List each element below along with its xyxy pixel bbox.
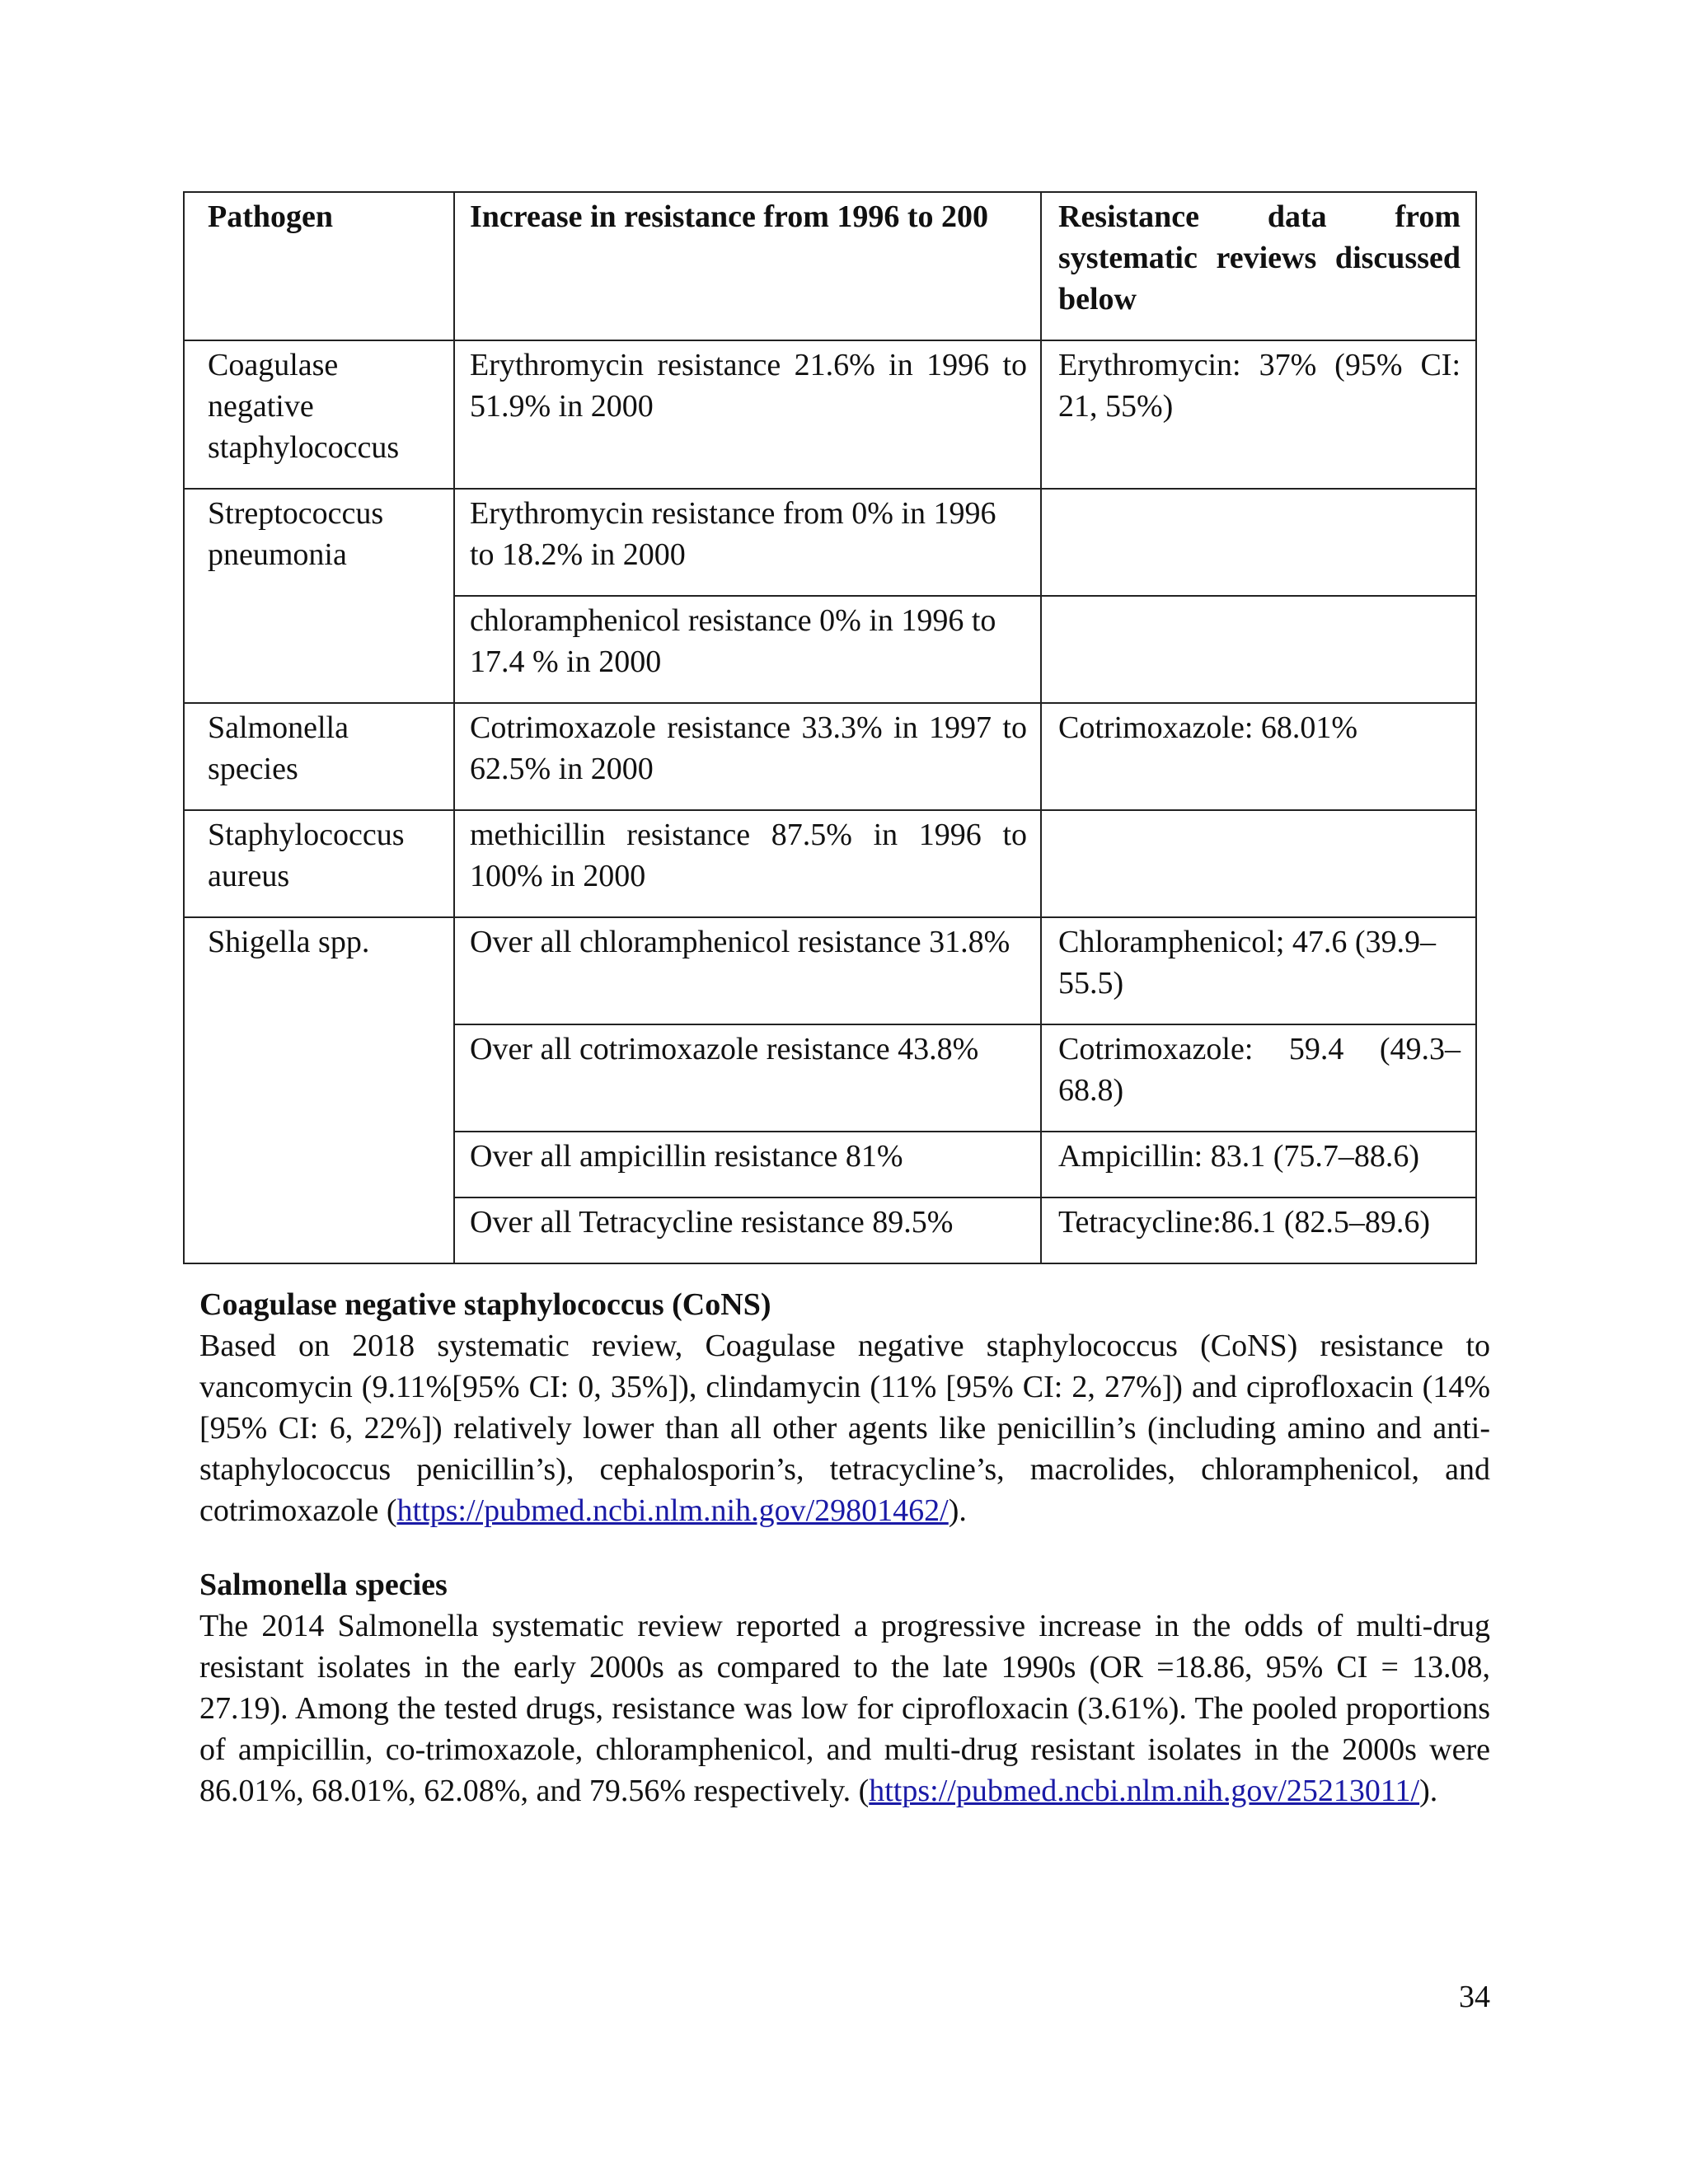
review-cell: Chloramphenicol; 47.6 (39.9–55.5)	[1041, 917, 1476, 1024]
section-title: Coagulase negative staphylococcus (CoNS)	[199, 1287, 771, 1322]
table-row	[184, 917, 1476, 1024]
table-row	[184, 489, 1476, 596]
review-cell: Tetracycline:86.1 (82.5–89.6)	[1041, 1197, 1476, 1263]
increase-cell: chloramphenicol resistance 0% in 1996 to 17.4 % in 2000	[454, 596, 1041, 703]
header-review-text: Resistance data from systematic reviews discussed below	[1058, 199, 1461, 316]
review-cell	[1041, 596, 1476, 703]
increase-cell: methicillin resistance 87.5% in 1996 to 100% in 2000	[454, 810, 1041, 917]
increase-cell: Over all cotrimoxazole resistance 43.8%	[454, 1024, 1041, 1132]
header-pathogen: Pathogen	[184, 192, 454, 340]
review-cell: Erythromycin: 37% (95% CI: 21, 55%)	[1041, 340, 1476, 489]
header-review	[1041, 192, 1476, 340]
increase-cell: Erythromycin resistance from 0% in 1996 to 18.2% in 2000	[454, 489, 1041, 596]
pubmed-link[interactable]: https://pubmed.ncbi.nlm.nih.gov/29801462/	[396, 1493, 949, 1528]
pathogen-cell: Salmonella species	[184, 703, 454, 810]
pubmed-link[interactable]: https://pubmed.ncbi.nlm.nih.gov/25213011/	[869, 1774, 1420, 1808]
table-row	[184, 703, 1476, 810]
table-row	[184, 340, 1476, 489]
review-cell: Cotrimoxazole: 68.01%	[1041, 703, 1476, 810]
pathogen-cell: Streptococcus pneumonia	[184, 489, 454, 703]
resistance-table	[183, 191, 1477, 1264]
review-cell: Cotrimoxazole: 59.4 (49.3–68.8)	[1041, 1024, 1476, 1132]
page-number: 34	[1459, 1980, 1490, 2014]
section-body	[199, 1605, 1490, 1811]
pathogen-cell: Shigella spp.	[184, 917, 454, 1263]
body-tail: ).	[948, 1493, 967, 1528]
section-body	[199, 1325, 1490, 1531]
review-cell: Ampicillin: 83.1 (75.7–88.6)	[1041, 1132, 1476, 1197]
body-text: The 2014 Salmonella systematic review reported a progressive increase in the odds of multi-drug resistant isolates in the early 2000s as compared to the late 1990s (OR =18.86, 95% CI = 13.08, 27.19). Among the tested drugs, resistance was low for ciprofloxacin (3.61%). The pooled proportions of ampicillin, co-trimoxazole, chloramphenicol, and multi-drug resistant isolates in the 2000s were 86.01%, 68.01%, 62.08%, and 79.56% respectively. (	[199, 1609, 1490, 1808]
increase-cell: Over all Tetracycline resistance 89.5%	[454, 1197, 1041, 1263]
review-cell	[1041, 489, 1476, 596]
body-tail: ).	[1419, 1774, 1438, 1808]
increase-cell: Cotrimoxazole resistance 33.3% in 1997 to 62.5% in 2000	[454, 703, 1041, 810]
table-header-row	[184, 192, 1476, 340]
section-salmonella	[199, 1564, 1490, 1811]
body-text: Based on 2018 systematic review, Coagulase negative staphylococcus (CoNS) resistance to vancomycin (9.11%[95% CI: 0, 35%]), clindamycin (11% [95% CI: 2, 27%]) and ciprofloxacin (14%[95% CI: 6, 22%]) relatively lower than all other agents like penicillin’s (including amino and anti-staphylococcus penicillin’s), cephalosporin’s, tetracycline’s, macrolides, chloramphenicol, and cotrimoxazole (	[199, 1329, 1490, 1528]
increase-cell: Erythromycin resistance 21.6% in 1996 to 51.9% in 2000	[454, 340, 1041, 489]
header-increase: Increase in resistance from 1996 to 200	[454, 192, 1041, 340]
pathogen-cell: Staphylococcus aureus	[184, 810, 454, 917]
increase-cell: Over all chloramphenicol resistance 31.8%	[454, 917, 1041, 1024]
review-cell	[1041, 810, 1476, 917]
table-row	[184, 810, 1476, 917]
increase-cell: Over all ampicillin resistance 81%	[454, 1132, 1041, 1197]
section-cons	[199, 1284, 1490, 1531]
pathogen-cell: Coagulase negative staphylococcus	[184, 340, 454, 489]
section-title: Salmonella species	[199, 1568, 448, 1602]
